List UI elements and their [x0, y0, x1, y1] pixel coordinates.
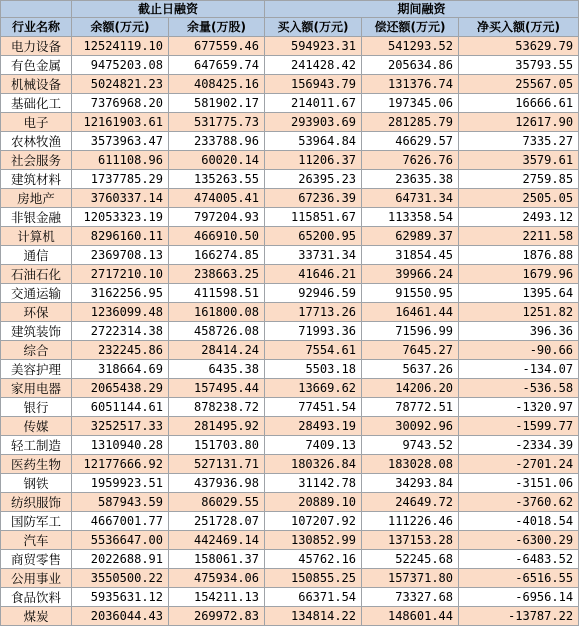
table-row [1, 189, 579, 208]
industry-cell: 钢铁 [1, 474, 72, 493]
balance-volume-cell: 458726.08 [169, 322, 265, 341]
table-row [1, 379, 579, 398]
net-buy-cell: -3151.06 [459, 474, 579, 493]
balance-amount-cell: 5536647.00 [72, 531, 169, 550]
balance-amount-cell: 6051144.61 [72, 398, 169, 417]
balance-amount-cell: 3550500.22 [72, 569, 169, 588]
balance-amount-cell: 2022688.91 [72, 550, 169, 569]
buy-amount-cell: 41646.21 [265, 265, 362, 284]
balance-volume-cell: 28414.24 [169, 341, 265, 360]
industry-cell: 社会服务 [1, 151, 72, 170]
buy-amount-cell: 7409.13 [265, 436, 362, 455]
net-buy-cell: -1320.97 [459, 398, 579, 417]
buy-amount-cell: 66371.54 [265, 588, 362, 607]
balance-amount-cell: 3573963.47 [72, 132, 169, 151]
net-buy-cell: 35793.55 [459, 56, 579, 75]
balance-volume-cell: 281495.92 [169, 417, 265, 436]
buy-amount-cell: 53964.84 [265, 132, 362, 151]
table-row [1, 417, 579, 436]
net-buy-cell: 2493.12 [459, 208, 579, 227]
net-buy-cell: 1876.88 [459, 246, 579, 265]
industry-cell: 计算机 [1, 227, 72, 246]
industry-cell: 银行 [1, 398, 72, 417]
buy-amount-cell: 20889.10 [265, 493, 362, 512]
balance-amount-cell: 1236099.48 [72, 303, 169, 322]
repay-amount-cell: 157371.80 [362, 569, 459, 588]
industry-cell: 通信 [1, 246, 72, 265]
buy-amount-cell: 45762.16 [265, 550, 362, 569]
buy-amount-cell: 17713.26 [265, 303, 362, 322]
buy-amount-cell: 594923.31 [265, 37, 362, 56]
balance-amount-cell: 5935631.12 [72, 588, 169, 607]
net-buy-cell: -6516.55 [459, 569, 579, 588]
header-repay-amount: 偿还额(万元) [362, 18, 459, 37]
industry-cell: 农林牧渔 [1, 132, 72, 151]
repay-amount-cell: 281285.79 [362, 113, 459, 132]
buy-amount-cell: 71993.36 [265, 322, 362, 341]
net-buy-cell: 53629.79 [459, 37, 579, 56]
repay-amount-cell: 91550.95 [362, 284, 459, 303]
repay-amount-cell: 9743.52 [362, 436, 459, 455]
buy-amount-cell: 130852.99 [265, 531, 362, 550]
buy-amount-cell: 293903.69 [265, 113, 362, 132]
repay-amount-cell: 34293.84 [362, 474, 459, 493]
net-buy-cell: -2701.24 [459, 455, 579, 474]
balance-volume-cell: 6435.38 [169, 360, 265, 379]
industry-cell: 有色金属 [1, 56, 72, 75]
balance-volume-cell: 157495.44 [169, 379, 265, 398]
industry-cell: 机械设备 [1, 75, 72, 94]
balance-volume-cell: 442469.14 [169, 531, 265, 550]
balance-volume-cell: 135263.55 [169, 170, 265, 189]
repay-amount-cell: 197345.06 [362, 94, 459, 113]
balance-volume-cell: 151703.80 [169, 436, 265, 455]
table-row [1, 322, 579, 341]
repay-amount-cell: 7626.76 [362, 151, 459, 170]
industry-cell: 食品饮料 [1, 588, 72, 607]
industry-cell: 医药生物 [1, 455, 72, 474]
balance-volume-cell: 437936.98 [169, 474, 265, 493]
header-balance-amount: 余额(万元) [72, 18, 169, 37]
buy-amount-cell: 7554.61 [265, 341, 362, 360]
industry-cell: 商贸零售 [1, 550, 72, 569]
net-buy-cell: 2759.85 [459, 170, 579, 189]
balance-volume-cell: 878238.72 [169, 398, 265, 417]
buy-amount-cell: 13669.62 [265, 379, 362, 398]
balance-amount-cell: 12177666.92 [72, 455, 169, 474]
table-row [1, 151, 579, 170]
balance-amount-cell: 3252517.33 [72, 417, 169, 436]
repay-amount-cell: 46629.57 [362, 132, 459, 151]
repay-amount-cell: 52245.68 [362, 550, 459, 569]
header-group-period: 期间融资 [265, 1, 579, 18]
balance-amount-cell: 1310940.28 [72, 436, 169, 455]
balance-amount-cell: 3760337.14 [72, 189, 169, 208]
buy-amount-cell: 33731.34 [265, 246, 362, 265]
industry-cell: 国防军工 [1, 512, 72, 531]
balance-volume-cell: 581902.17 [169, 94, 265, 113]
balance-amount-cell: 2717210.10 [72, 265, 169, 284]
industry-cell: 纺织服饰 [1, 493, 72, 512]
table-row [1, 341, 579, 360]
balance-volume-cell: 154211.13 [169, 588, 265, 607]
balance-amount-cell: 587943.59 [72, 493, 169, 512]
balance-volume-cell: 475934.06 [169, 569, 265, 588]
repay-amount-cell: 14206.20 [362, 379, 459, 398]
repay-amount-cell: 73327.68 [362, 588, 459, 607]
net-buy-cell: 2211.58 [459, 227, 579, 246]
industry-cell: 综合 [1, 341, 72, 360]
industry-cell: 建筑材料 [1, 170, 72, 189]
balance-volume-cell: 161800.08 [169, 303, 265, 322]
industry-cell: 轻工制造 [1, 436, 72, 455]
industry-cell: 公用事业 [1, 569, 72, 588]
balance-volume-cell: 251728.07 [169, 512, 265, 531]
repay-amount-cell: 183028.08 [362, 455, 459, 474]
balance-amount-cell: 2065438.29 [72, 379, 169, 398]
balance-volume-cell: 60020.14 [169, 151, 265, 170]
header-buy-amount: 买入额(万元) [265, 18, 362, 37]
buy-amount-cell: 28493.19 [265, 417, 362, 436]
net-buy-cell: 3579.61 [459, 151, 579, 170]
repay-amount-cell: 131376.74 [362, 75, 459, 94]
table-body [1, 37, 579, 626]
industry-cell: 非银金融 [1, 208, 72, 227]
balance-amount-cell: 3162256.95 [72, 284, 169, 303]
header-industry: 行业名称 [1, 18, 72, 37]
buy-amount-cell: 115851.67 [265, 208, 362, 227]
net-buy-cell: -13787.22 [459, 607, 579, 626]
balance-volume-cell: 408425.16 [169, 75, 265, 94]
buy-amount-cell: 67236.39 [265, 189, 362, 208]
repay-amount-cell: 64731.34 [362, 189, 459, 208]
table-row [1, 455, 579, 474]
balance-amount-cell: 2722314.38 [72, 322, 169, 341]
table-row [1, 37, 579, 56]
balance-volume-cell: 233788.96 [169, 132, 265, 151]
repay-amount-cell: 7645.27 [362, 341, 459, 360]
repay-amount-cell: 148601.44 [362, 607, 459, 626]
table-row [1, 550, 579, 569]
repay-amount-cell: 541293.52 [362, 37, 459, 56]
buy-amount-cell: 180326.84 [265, 455, 362, 474]
buy-amount-cell: 107207.92 [265, 512, 362, 531]
net-buy-cell: -6300.29 [459, 531, 579, 550]
industry-cell: 环保 [1, 303, 72, 322]
industry-cell: 煤炭 [1, 607, 72, 626]
net-buy-cell: 1679.96 [459, 265, 579, 284]
balance-volume-cell: 647659.74 [169, 56, 265, 75]
net-buy-cell: -3760.62 [459, 493, 579, 512]
net-buy-cell: 1395.64 [459, 284, 579, 303]
net-buy-cell: -6956.14 [459, 588, 579, 607]
balance-amount-cell: 12524119.10 [72, 37, 169, 56]
balance-volume-cell: 677559.46 [169, 37, 265, 56]
table-row [1, 227, 579, 246]
table-row [1, 170, 579, 189]
net-buy-cell: 2505.05 [459, 189, 579, 208]
industry-cell: 石油石化 [1, 265, 72, 284]
repay-amount-cell: 111226.46 [362, 512, 459, 531]
balance-volume-cell: 474005.41 [169, 189, 265, 208]
balance-amount-cell: 12161903.61 [72, 113, 169, 132]
repay-amount-cell: 205634.86 [362, 56, 459, 75]
balance-volume-cell: 797204.93 [169, 208, 265, 227]
table-row [1, 588, 579, 607]
table-row [1, 75, 579, 94]
table-row [1, 398, 579, 417]
industry-cell: 家用电器 [1, 379, 72, 398]
table-row [1, 512, 579, 531]
table-row [1, 360, 579, 379]
table-row [1, 94, 579, 113]
table-row [1, 569, 579, 588]
balance-amount-cell: 5024821.23 [72, 75, 169, 94]
table-row [1, 265, 579, 284]
balance-amount-cell: 318664.69 [72, 360, 169, 379]
header-blank-cell [1, 1, 72, 18]
buy-amount-cell: 5503.18 [265, 360, 362, 379]
industry-cell: 电力设备 [1, 37, 72, 56]
buy-amount-cell: 31142.78 [265, 474, 362, 493]
net-buy-cell: 12617.90 [459, 113, 579, 132]
table-row [1, 436, 579, 455]
buy-amount-cell: 26395.23 [265, 170, 362, 189]
repay-amount-cell: 78772.51 [362, 398, 459, 417]
balance-amount-cell: 12053323.19 [72, 208, 169, 227]
table-row [1, 607, 579, 626]
repay-amount-cell: 23635.38 [362, 170, 459, 189]
buy-amount-cell: 150855.25 [265, 569, 362, 588]
net-buy-cell: -2334.39 [459, 436, 579, 455]
repay-amount-cell: 62989.37 [362, 227, 459, 246]
industry-cell: 汽车 [1, 531, 72, 550]
table-row [1, 56, 579, 75]
table-row [1, 474, 579, 493]
buy-amount-cell: 92946.59 [265, 284, 362, 303]
net-buy-cell: 16666.61 [459, 94, 579, 113]
industry-cell: 交通运输 [1, 284, 72, 303]
net-buy-cell: -4018.54 [459, 512, 579, 531]
repay-amount-cell: 39966.24 [362, 265, 459, 284]
balance-amount-cell: 2036044.43 [72, 607, 169, 626]
repay-amount-cell: 5637.26 [362, 360, 459, 379]
repay-amount-cell: 71596.99 [362, 322, 459, 341]
balance-volume-cell: 86029.55 [169, 493, 265, 512]
net-buy-cell: -90.66 [459, 341, 579, 360]
net-buy-cell: -134.07 [459, 360, 579, 379]
header-column-row [1, 18, 579, 37]
balance-amount-cell: 9475203.08 [72, 56, 169, 75]
header-balance-volume: 余量(万股) [169, 18, 265, 37]
balance-amount-cell: 611108.96 [72, 151, 169, 170]
balance-amount-cell: 2369708.13 [72, 246, 169, 265]
industry-cell: 传媒 [1, 417, 72, 436]
balance-volume-cell: 158061.37 [169, 550, 265, 569]
balance-volume-cell: 269972.83 [169, 607, 265, 626]
repay-amount-cell: 30092.96 [362, 417, 459, 436]
repay-amount-cell: 113358.54 [362, 208, 459, 227]
net-buy-cell: -536.58 [459, 379, 579, 398]
balance-amount-cell: 1737785.29 [72, 170, 169, 189]
table-row [1, 132, 579, 151]
table-row [1, 113, 579, 132]
balance-volume-cell: 411598.51 [169, 284, 265, 303]
balance-volume-cell: 527131.71 [169, 455, 265, 474]
industry-cell: 电子 [1, 113, 72, 132]
net-buy-cell: -6483.52 [459, 550, 579, 569]
repay-amount-cell: 16461.44 [362, 303, 459, 322]
balance-volume-cell: 531775.73 [169, 113, 265, 132]
balance-volume-cell: 466910.50 [169, 227, 265, 246]
net-buy-cell: -1599.77 [459, 417, 579, 436]
buy-amount-cell: 11206.37 [265, 151, 362, 170]
buy-amount-cell: 241428.42 [265, 56, 362, 75]
repay-amount-cell: 31854.45 [362, 246, 459, 265]
table-row [1, 284, 579, 303]
header-group-row [1, 1, 579, 18]
table-row [1, 493, 579, 512]
balance-amount-cell: 4667001.77 [72, 512, 169, 531]
industry-cell: 基础化工 [1, 94, 72, 113]
balance-volume-cell: 238663.25 [169, 265, 265, 284]
balance-amount-cell: 1959923.51 [72, 474, 169, 493]
table-row [1, 208, 579, 227]
header-net-buy: 净买入额(万元) [459, 18, 579, 37]
industry-cell: 建筑装饰 [1, 322, 72, 341]
header-group-balance: 截止日融资 [72, 1, 265, 18]
balance-amount-cell: 7376968.20 [72, 94, 169, 113]
net-buy-cell: 25567.05 [459, 75, 579, 94]
table-row [1, 246, 579, 265]
net-buy-cell: 396.36 [459, 322, 579, 341]
repay-amount-cell: 137153.28 [362, 531, 459, 550]
buy-amount-cell: 214011.67 [265, 94, 362, 113]
net-buy-cell: 1251.82 [459, 303, 579, 322]
table-row [1, 531, 579, 550]
repay-amount-cell: 24649.72 [362, 493, 459, 512]
balance-amount-cell: 8296160.11 [72, 227, 169, 246]
balance-volume-cell: 166274.85 [169, 246, 265, 265]
net-buy-cell: 7335.27 [459, 132, 579, 151]
balance-amount-cell: 232245.86 [72, 341, 169, 360]
table-row [1, 303, 579, 322]
buy-amount-cell: 134814.22 [265, 607, 362, 626]
industry-cell: 房地产 [1, 189, 72, 208]
industry-cell: 美容护理 [1, 360, 72, 379]
buy-amount-cell: 65200.95 [265, 227, 362, 246]
buy-amount-cell: 156943.79 [265, 75, 362, 94]
buy-amount-cell: 77451.54 [265, 398, 362, 417]
